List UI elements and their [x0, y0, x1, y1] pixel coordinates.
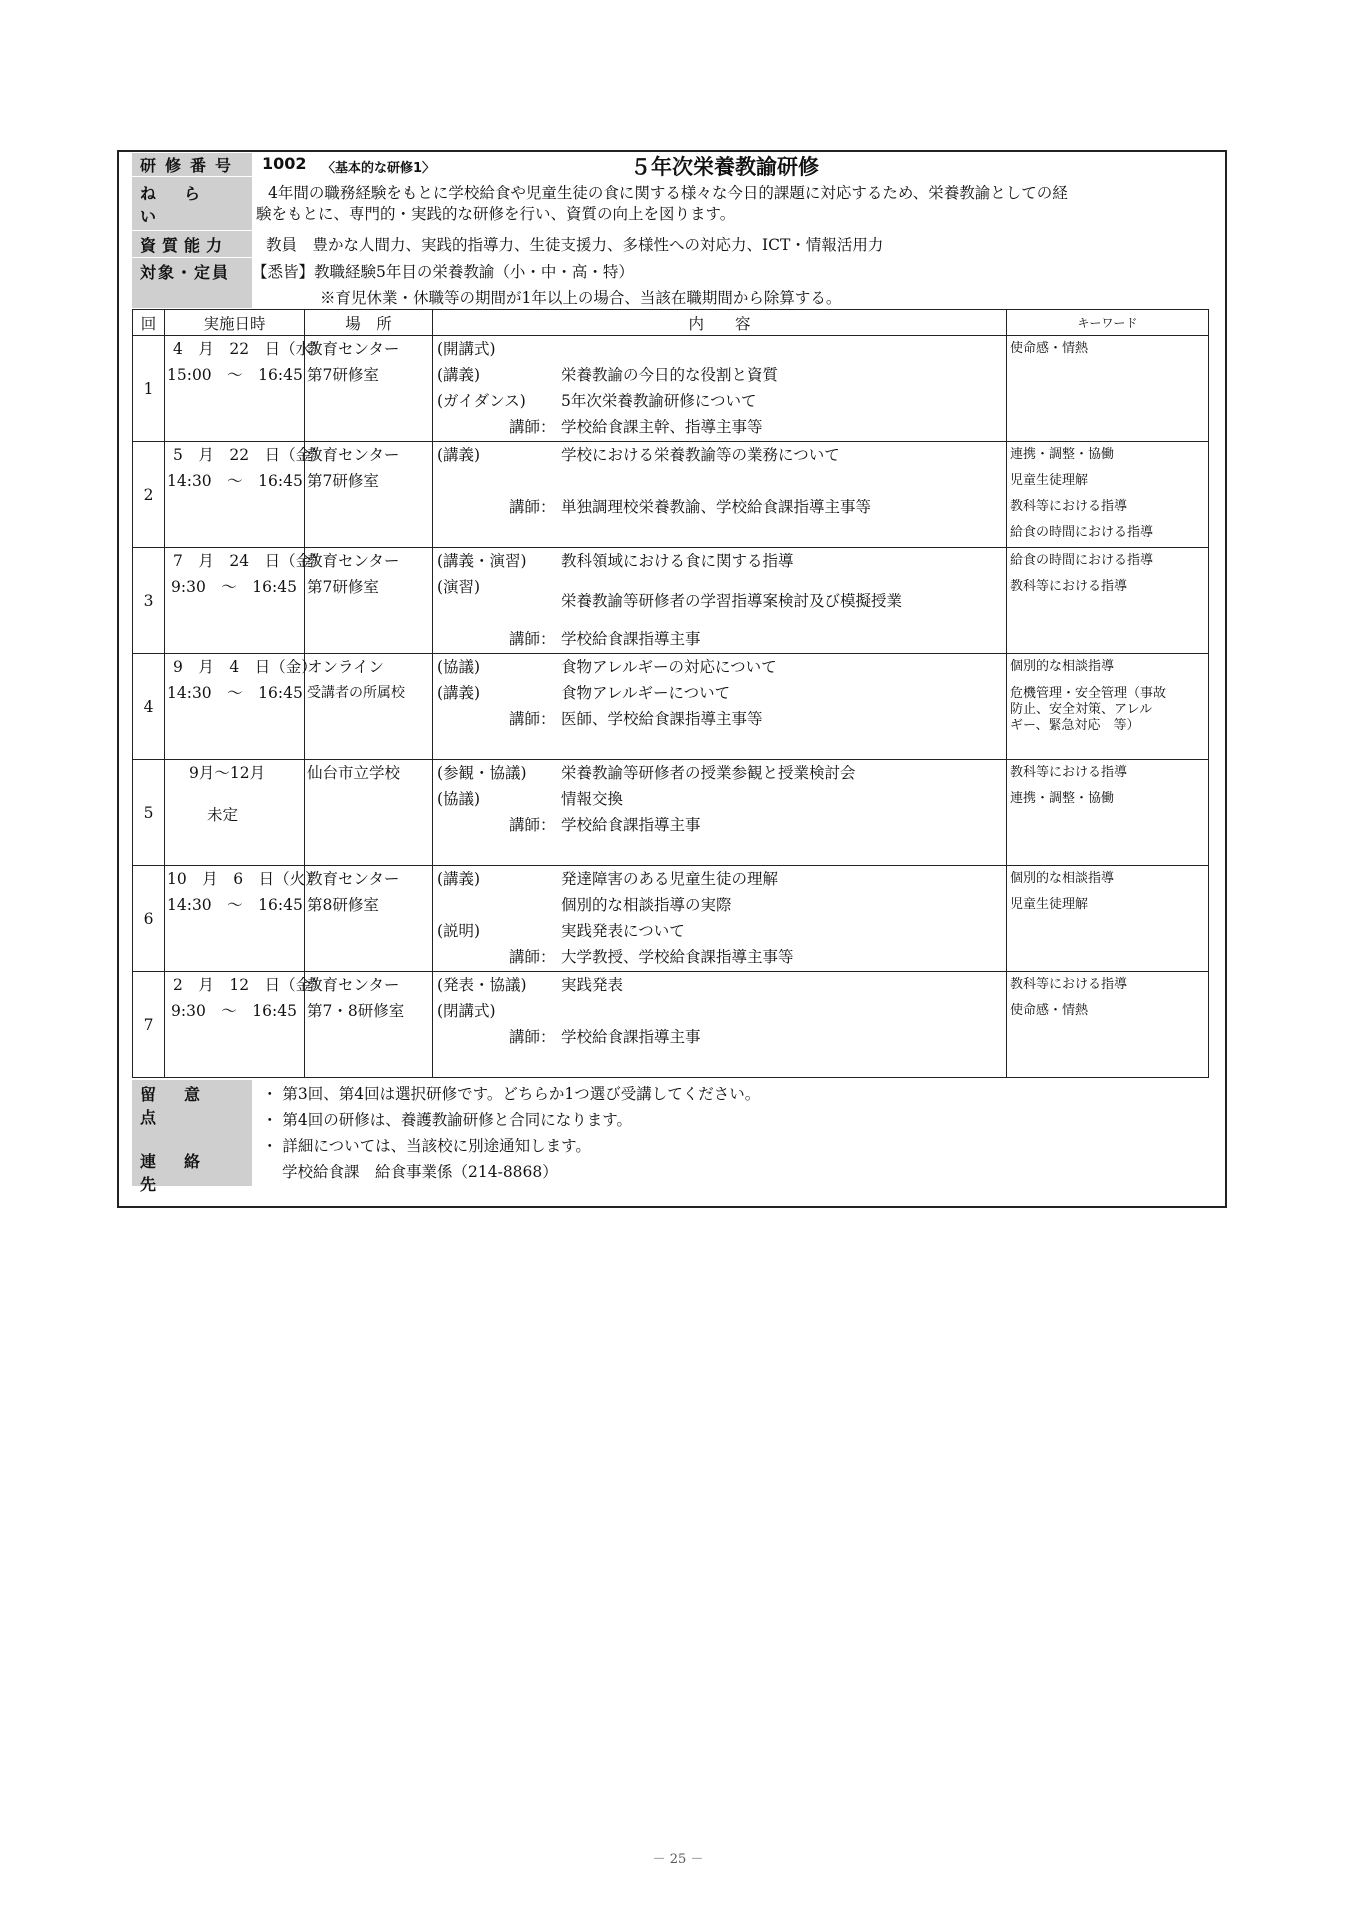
target-label-text: 対象・定員 — [140, 263, 231, 282]
item-type: (ガイダンス) — [437, 392, 526, 410]
lecturer-text: 学校給食課主幹、指導主事等 — [561, 418, 763, 436]
lecturer-line — [433, 944, 1006, 970]
aim-line-1: 4年間の職務経験をもとに学校給食や児童生徒の食に関する様々な今日的課題に対応するため、栄養教諭としての経 — [268, 184, 1068, 202]
content-item — [433, 866, 1006, 892]
notes-label-text: 留意点 — [140, 1085, 229, 1127]
ability-text: 教員 豊かな人間力、実践的指導力、生徒支援力、多様性への対応力、ICT・情報活用力 — [266, 236, 884, 254]
session-place — [305, 760, 433, 866]
session-content — [433, 336, 1007, 442]
item-type: (参観・協議) — [437, 764, 527, 782]
session-place — [305, 548, 433, 654]
keyword-multiline: ギー、緊急対応 等） — [1010, 718, 1140, 733]
table-row — [133, 866, 1209, 972]
session-place — [305, 336, 433, 442]
aim-label — [132, 177, 252, 230]
item-type: (講義) — [437, 446, 481, 464]
course-category: 〈基本的な研修1〉 — [322, 161, 436, 176]
course-title: ５年次栄養教諭研修 — [630, 155, 819, 179]
item-type: (閉講式) — [437, 1002, 496, 1020]
place-line-2: 第8研修室 — [307, 896, 379, 914]
item-type: (演習) — [437, 578, 481, 596]
item-text: 栄養教諭等研修者の学習指導案検討及び模擬授業 — [561, 592, 903, 610]
keyword: 連携・調整・協働 — [1010, 791, 1115, 806]
lecturer-text: 学校給食課指導主事 — [561, 630, 701, 648]
keyword-multiline: 危機管理・安全管理（事故 — [1010, 686, 1167, 701]
item-type: (発表・協議) — [437, 976, 527, 994]
table-row — [133, 654, 1209, 760]
keyword: 教科等における指導 — [1010, 977, 1128, 992]
lecturer-label: 講師： — [509, 710, 556, 728]
date-text: 7 月 24 日（金） — [173, 552, 327, 570]
place-line-1: 教育センター — [307, 870, 400, 888]
table-row — [133, 336, 1209, 442]
lecturer-line — [433, 706, 1006, 732]
content-item — [433, 548, 1006, 574]
session-date — [165, 760, 305, 866]
session-keywords — [1007, 760, 1209, 866]
item-text: 食物アレルギーについて — [561, 684, 731, 702]
lecturer-text: 医師、学校給食課指導主事等 — [561, 710, 763, 728]
date-text: 9 月 4 日（金） — [173, 658, 317, 676]
content-item — [433, 918, 1006, 944]
item-type: (講義・演習) — [437, 552, 527, 570]
schedule-table — [132, 309, 1209, 1078]
session-place — [305, 654, 433, 760]
keyword: 使命感・情熱 — [1010, 1003, 1089, 1018]
lecturer-line — [433, 812, 1006, 838]
place-line-2: 第7研修室 — [307, 578, 379, 596]
time-text: 9:30 ～ 16:45 — [171, 578, 297, 596]
time-text: 9:30 ～ 16:45 — [171, 1002, 297, 1020]
item-text: 情報交換 — [561, 790, 624, 808]
keyword: 教科等における指導 — [1010, 579, 1128, 594]
course-number-label-text: 研修番号 — [140, 156, 241, 175]
place-line-1: 教育センター — [307, 552, 400, 570]
keyword: 教科等における指導 — [1010, 765, 1128, 780]
ability-label — [132, 231, 252, 257]
table-row — [133, 972, 1209, 1078]
keyword: 給食の時間における指導 — [1010, 525, 1154, 540]
ability-label-text: 資質能力 — [140, 235, 229, 255]
session-place — [305, 442, 433, 548]
place-line-1: 教育センター — [307, 446, 400, 464]
content-item — [433, 998, 1006, 1024]
session-content — [433, 654, 1007, 760]
date-text: 10 月 6 日（火） — [167, 870, 321, 888]
time-text: 15:00 ～ 16:45 — [167, 366, 303, 384]
date-text: 2 月 12 日（金） — [173, 976, 327, 994]
place-line-2: 第7研修室 — [307, 366, 379, 384]
note-item: ・ 第3回、第4回は選択研修です。どちらか1つ選び受講してください。 — [262, 1085, 761, 1103]
place-line-1: 教育センター — [307, 340, 400, 358]
content-item — [433, 680, 1006, 706]
session-keywords — [1007, 548, 1209, 654]
table-header-row — [133, 310, 1209, 336]
session-date — [165, 866, 321, 972]
item-type: (講義) — [437, 684, 481, 702]
item-text: 栄養教諭等研修者の授業参観と授業検討会 — [561, 764, 856, 782]
session-number: 6 — [133, 866, 165, 972]
session-content — [433, 972, 1007, 1078]
session-keywords — [1007, 442, 1209, 548]
notes-label — [132, 1080, 252, 1158]
header-no: 回 — [133, 310, 165, 336]
date-text: 4 月 22 日（水） — [173, 340, 327, 358]
item-text: 食物アレルギーの対応について — [561, 658, 777, 676]
session-number: 1 — [133, 336, 165, 442]
header-date: 実施日時 — [165, 310, 305, 336]
item-type: (協議) — [437, 790, 481, 808]
item-text: 実践発表 — [561, 976, 624, 994]
content-item — [433, 362, 1006, 388]
item-text: 発達障害のある児童生徒の理解 — [561, 870, 779, 888]
lecturer-text: 学校給食課指導主事 — [561, 816, 701, 834]
keyword: 教科等における指導 — [1010, 499, 1128, 514]
lecturer-label: 講師： — [509, 630, 556, 648]
session-date — [165, 972, 327, 1078]
date-text: 9月～12月 — [189, 764, 266, 782]
lecturer-line — [433, 414, 1006, 440]
date-text: 5 月 22 日（金） — [173, 446, 327, 464]
item-type: (開講式) — [437, 340, 496, 358]
keyword: 個別的な相談指導 — [1010, 659, 1115, 674]
session-number: 4 — [133, 654, 165, 760]
table-row — [133, 548, 1209, 654]
session-number: 2 — [133, 442, 165, 548]
header-place: 場 所 — [305, 310, 433, 336]
page-number: － 25 － — [652, 1852, 704, 1867]
lecturer-text: 単独調理校栄養教諭、学校給食課指導主事等 — [561, 498, 872, 516]
lecturer-line — [433, 626, 1006, 652]
session-number: 7 — [133, 972, 165, 1078]
aim-line-2: 験をもとに、専門的・実践的な研修を行い、資質の向上を図ります。 — [256, 205, 736, 223]
time-text: 14:30 ～ 16:45 — [167, 896, 303, 914]
place-line-2: 受講者の所属校 — [307, 685, 405, 701]
table-row — [133, 442, 1209, 548]
session-content — [433, 442, 1007, 548]
keyword-multiline: 防止、安全対策、アレル — [1010, 702, 1153, 717]
content-item — [433, 760, 1006, 786]
session-keywords — [1007, 654, 1209, 760]
course-number: 1002 — [262, 154, 307, 173]
keyword: 給食の時間における指導 — [1010, 553, 1154, 568]
contact-label — [132, 1152, 252, 1194]
time-text: 未定 — [207, 806, 239, 824]
content-item — [433, 442, 1006, 468]
content-item — [433, 892, 1006, 918]
lecturer-text: 学校給食課指導主事 — [561, 1028, 701, 1046]
contact-label-text: 連絡先 — [140, 1152, 229, 1194]
session-place — [305, 972, 433, 1078]
session-date — [165, 654, 317, 760]
lecturer-label: 講師： — [509, 948, 556, 966]
note-item: ・ 第4回の研修は、養護教諭研修と合同になります。 — [262, 1111, 633, 1129]
keyword: 個別的な相談指導 — [1010, 871, 1115, 886]
item-text: 個別的な相談指導の実際 — [561, 896, 732, 914]
session-number: 3 — [133, 548, 165, 654]
time-text: 14:30 ～ 16:45 — [167, 472, 303, 490]
keyword: 児童生徒理解 — [1010, 897, 1089, 912]
item-text: 実践発表について — [561, 922, 685, 940]
session-keywords — [1007, 866, 1209, 972]
place-line-1: オンライン — [307, 658, 385, 676]
item-type: (講義) — [437, 870, 481, 888]
session-content — [433, 760, 1007, 866]
session-date — [165, 442, 327, 548]
keyword: 児童生徒理解 — [1010, 473, 1089, 488]
lecturer-label: 講師： — [509, 418, 556, 436]
item-type: (協議) — [437, 658, 481, 676]
time-text: 14:30 ～ 16:45 — [167, 684, 303, 702]
header-keyword: キーワード — [1007, 310, 1209, 336]
lecturer-line — [433, 494, 1006, 520]
lecturer-line — [433, 1024, 1006, 1050]
session-date — [165, 336, 327, 442]
session-date — [165, 548, 327, 654]
aim-label-text: ねらい — [140, 183, 229, 226]
item-type: (説明) — [437, 922, 481, 940]
item-text: 栄養教諭の今日的な役割と資質 — [561, 366, 779, 384]
session-content — [433, 866, 1007, 972]
session-place — [305, 866, 433, 972]
table-row — [133, 760, 1209, 866]
lecturer-label: 講師： — [509, 1028, 556, 1046]
content-item — [433, 654, 1006, 680]
session-number: 5 — [133, 760, 165, 866]
item-type: (講義) — [437, 366, 481, 384]
place-line-1: 仙台市立学校 — [307, 764, 401, 782]
session-keywords — [1007, 972, 1209, 1078]
target-label — [132, 258, 252, 308]
item-text: 学校における栄養教諭等の業務について — [561, 446, 840, 464]
target-text-2: ※育児休業・休職等の期間が1年以上の場合、当該在職期間から除算する。 — [320, 289, 842, 307]
content-spacer — [433, 468, 1006, 494]
target-text-1: 【悉皆】教職経験5年目の栄養教諭（小・中・高・特） — [252, 263, 634, 281]
course-number-label — [132, 153, 252, 176]
contact-text: 学校給食課 給食事業係（214-8868） — [282, 1163, 558, 1181]
item-text: 教科領域における食に関する指導 — [561, 552, 794, 570]
lecturer-text: 大学教授、学校給食課指導主事等 — [561, 948, 794, 966]
session-content — [433, 548, 1007, 654]
keyword: 連携・調整・協働 — [1010, 447, 1115, 462]
item-text: 5年次栄養教諭研修について — [561, 392, 757, 410]
place-line-1: 教育センター — [307, 976, 400, 994]
header-content: 内 容 — [433, 310, 1007, 336]
lecturer-label: 講師： — [509, 816, 556, 834]
content-item — [433, 786, 1006, 812]
content-item-text — [433, 588, 1006, 614]
lecturer-label: 講師： — [509, 498, 556, 516]
content-item — [433, 972, 1006, 998]
session-keywords — [1007, 336, 1209, 442]
content-item — [433, 336, 1006, 362]
note-item: ・ 詳細については、当該校に別途通知します。 — [262, 1137, 591, 1155]
keyword: 使命感・情熱 — [1010, 341, 1089, 356]
place-line-2: 第7・8研修室 — [307, 1002, 405, 1020]
place-line-2: 第7研修室 — [307, 472, 379, 490]
content-item — [433, 388, 1006, 414]
